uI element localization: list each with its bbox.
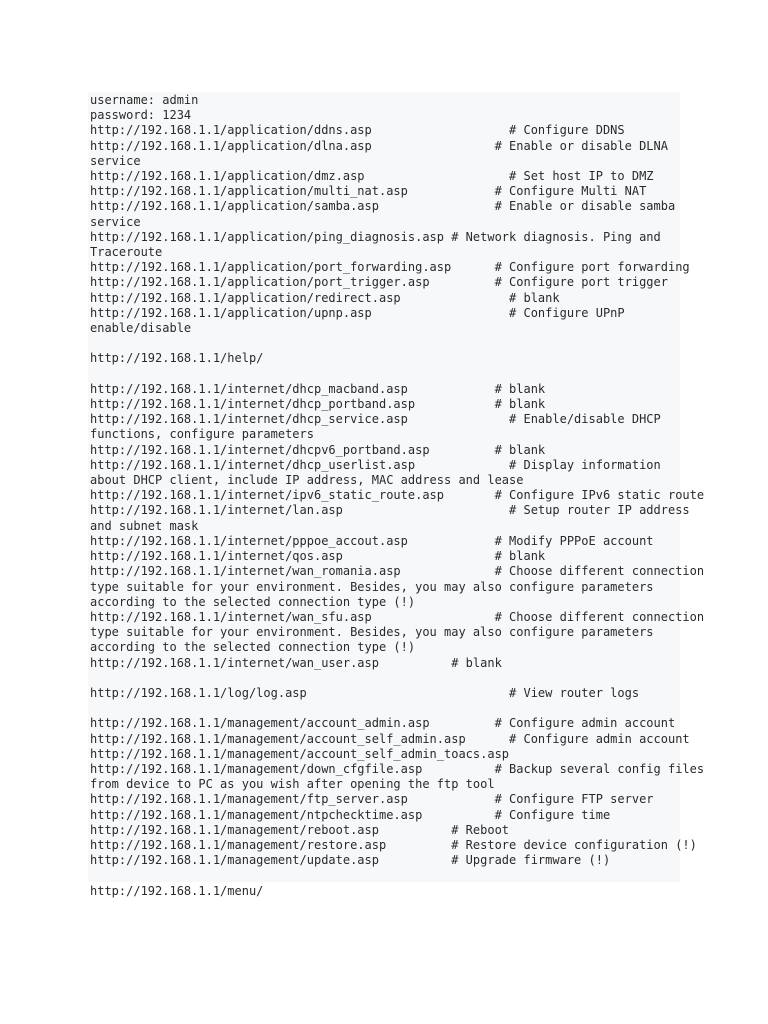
code-line: from device to PC as you wish after opening the ftp tool: [90, 777, 495, 792]
code-text: [90, 93, 705, 899]
code-line: password: 1234: [90, 108, 192, 123]
code-line: type suitable for your environment. Besides, you may also configure parameters: [90, 579, 654, 594]
code-line: http://192.168.1.1/internet/wan_romania.asp # Choose different connection: [90, 564, 705, 579]
code-line: http://192.168.1.1/internet/dhcpv6_portband.asp # blank: [90, 442, 546, 457]
code-line: and subnet mask: [90, 518, 199, 533]
code-line: http://192.168.1.1/internet/dhcp_macband.asp # blank: [90, 381, 546, 396]
code-line: http://192.168.1.1/management/account_self_admin_toacs.asp: [90, 746, 510, 761]
code-line: http://192.168.1.1/application/samba.asp # Enable or disable samba: [90, 199, 676, 214]
code-line: http://192.168.1.1/internet/dhcp_service.asp # Enable/disable DHCP: [90, 412, 661, 427]
code-line: http://192.168.1.1/internet/lan.asp # Setup router IP address: [90, 503, 690, 518]
code-line: http://192.168.1.1/internet/dhcp_portband.asp # blank: [90, 397, 546, 412]
code-line: http://192.168.1.1/application/upnp.asp # Configure UPnP: [90, 305, 625, 320]
code-line: http://192.168.1.1/application/dlna.asp # Enable or disable DLNA: [90, 138, 668, 153]
code-line: http://192.168.1.1/application/port_forwarding.asp # Configure port forwarding: [90, 260, 690, 275]
code-block: [88, 92, 705, 898]
code-line: enable/disable: [90, 321, 192, 336]
code-line: http://192.168.1.1/internet/wan_user.asp # blank: [90, 655, 502, 670]
code-line: username: admin: [90, 93, 199, 107]
code-line: http://192.168.1.1/application/dmz.asp # Set host IP to DMZ: [90, 169, 654, 184]
code-line: http://192.168.1.1/internet/pppoe_accout.asp # Modify PPPoE account: [90, 533, 654, 548]
code-line: functions, configure parameters: [90, 427, 314, 442]
code-line: according to the selected connection type (!): [90, 640, 416, 655]
code-line: http://192.168.1.1/log/log.asp # View router logs: [90, 685, 640, 700]
code-line: http://192.168.1.1/application/ddns.asp # Configure DDNS: [90, 123, 625, 138]
code-line: http://192.168.1.1/internet/ipv6_static_route.asp # Configure IPv6 static route: [90, 488, 705, 503]
code-line: service: [90, 214, 141, 229]
code-line: http://192.168.1.1/application/redirect.asp # blank: [90, 290, 560, 305]
code-line: about DHCP client, include IP address, MAC address and lease: [90, 473, 524, 488]
code-line: http://192.168.1.1/management/account_admin.asp # Configure admin account: [90, 716, 676, 731]
code-line: http://192.168.1.1/internet/dhcp_userlist.asp # Display information: [90, 457, 661, 472]
code-line: http://192.168.1.1/management/update.asp # Upgrade firmware (!): [90, 853, 611, 868]
code-line: http://192.168.1.1/application/port_trigger.asp # Configure port trigger: [90, 275, 668, 290]
code-line: according to the selected connection type (!): [90, 594, 416, 609]
code-line: http://192.168.1.1/management/down_cfgfile.asp # Backup several config files: [90, 761, 705, 776]
code-line: type suitable for your environment. Besides, you may also configure parameters: [90, 625, 654, 640]
code-line: http://192.168.1.1/management/ftp_server.asp # Configure FTP server: [90, 792, 654, 807]
code-line: Traceroute: [90, 245, 163, 260]
code-line: http://192.168.1.1/management/ntpchecktime.asp # Configure time: [90, 807, 611, 822]
code-line: http://192.168.1.1/management/reboot.asp # Reboot: [90, 822, 510, 837]
code-line: http://192.168.1.1/application/ping_diagnosis.asp # Network diagnosis. Ping and: [90, 229, 661, 244]
code-line: service: [90, 153, 141, 168]
code-line: http://192.168.1.1/menu/: [90, 883, 264, 898]
code-line: http://192.168.1.1/help/: [90, 351, 264, 366]
code-line: http://192.168.1.1/management/restore.asp # Restore device configuration (!): [90, 837, 697, 852]
code-line: http://192.168.1.1/management/account_self_admin.asp # Configure admin account: [90, 731, 690, 746]
code-line: http://192.168.1.1/application/multi_nat.asp # Configure Multi NAT: [90, 184, 647, 199]
code-line: http://192.168.1.1/internet/qos.asp # blank: [90, 549, 546, 564]
code-line: http://192.168.1.1/internet/wan_sfu.asp # Choose different connection: [90, 609, 705, 624]
